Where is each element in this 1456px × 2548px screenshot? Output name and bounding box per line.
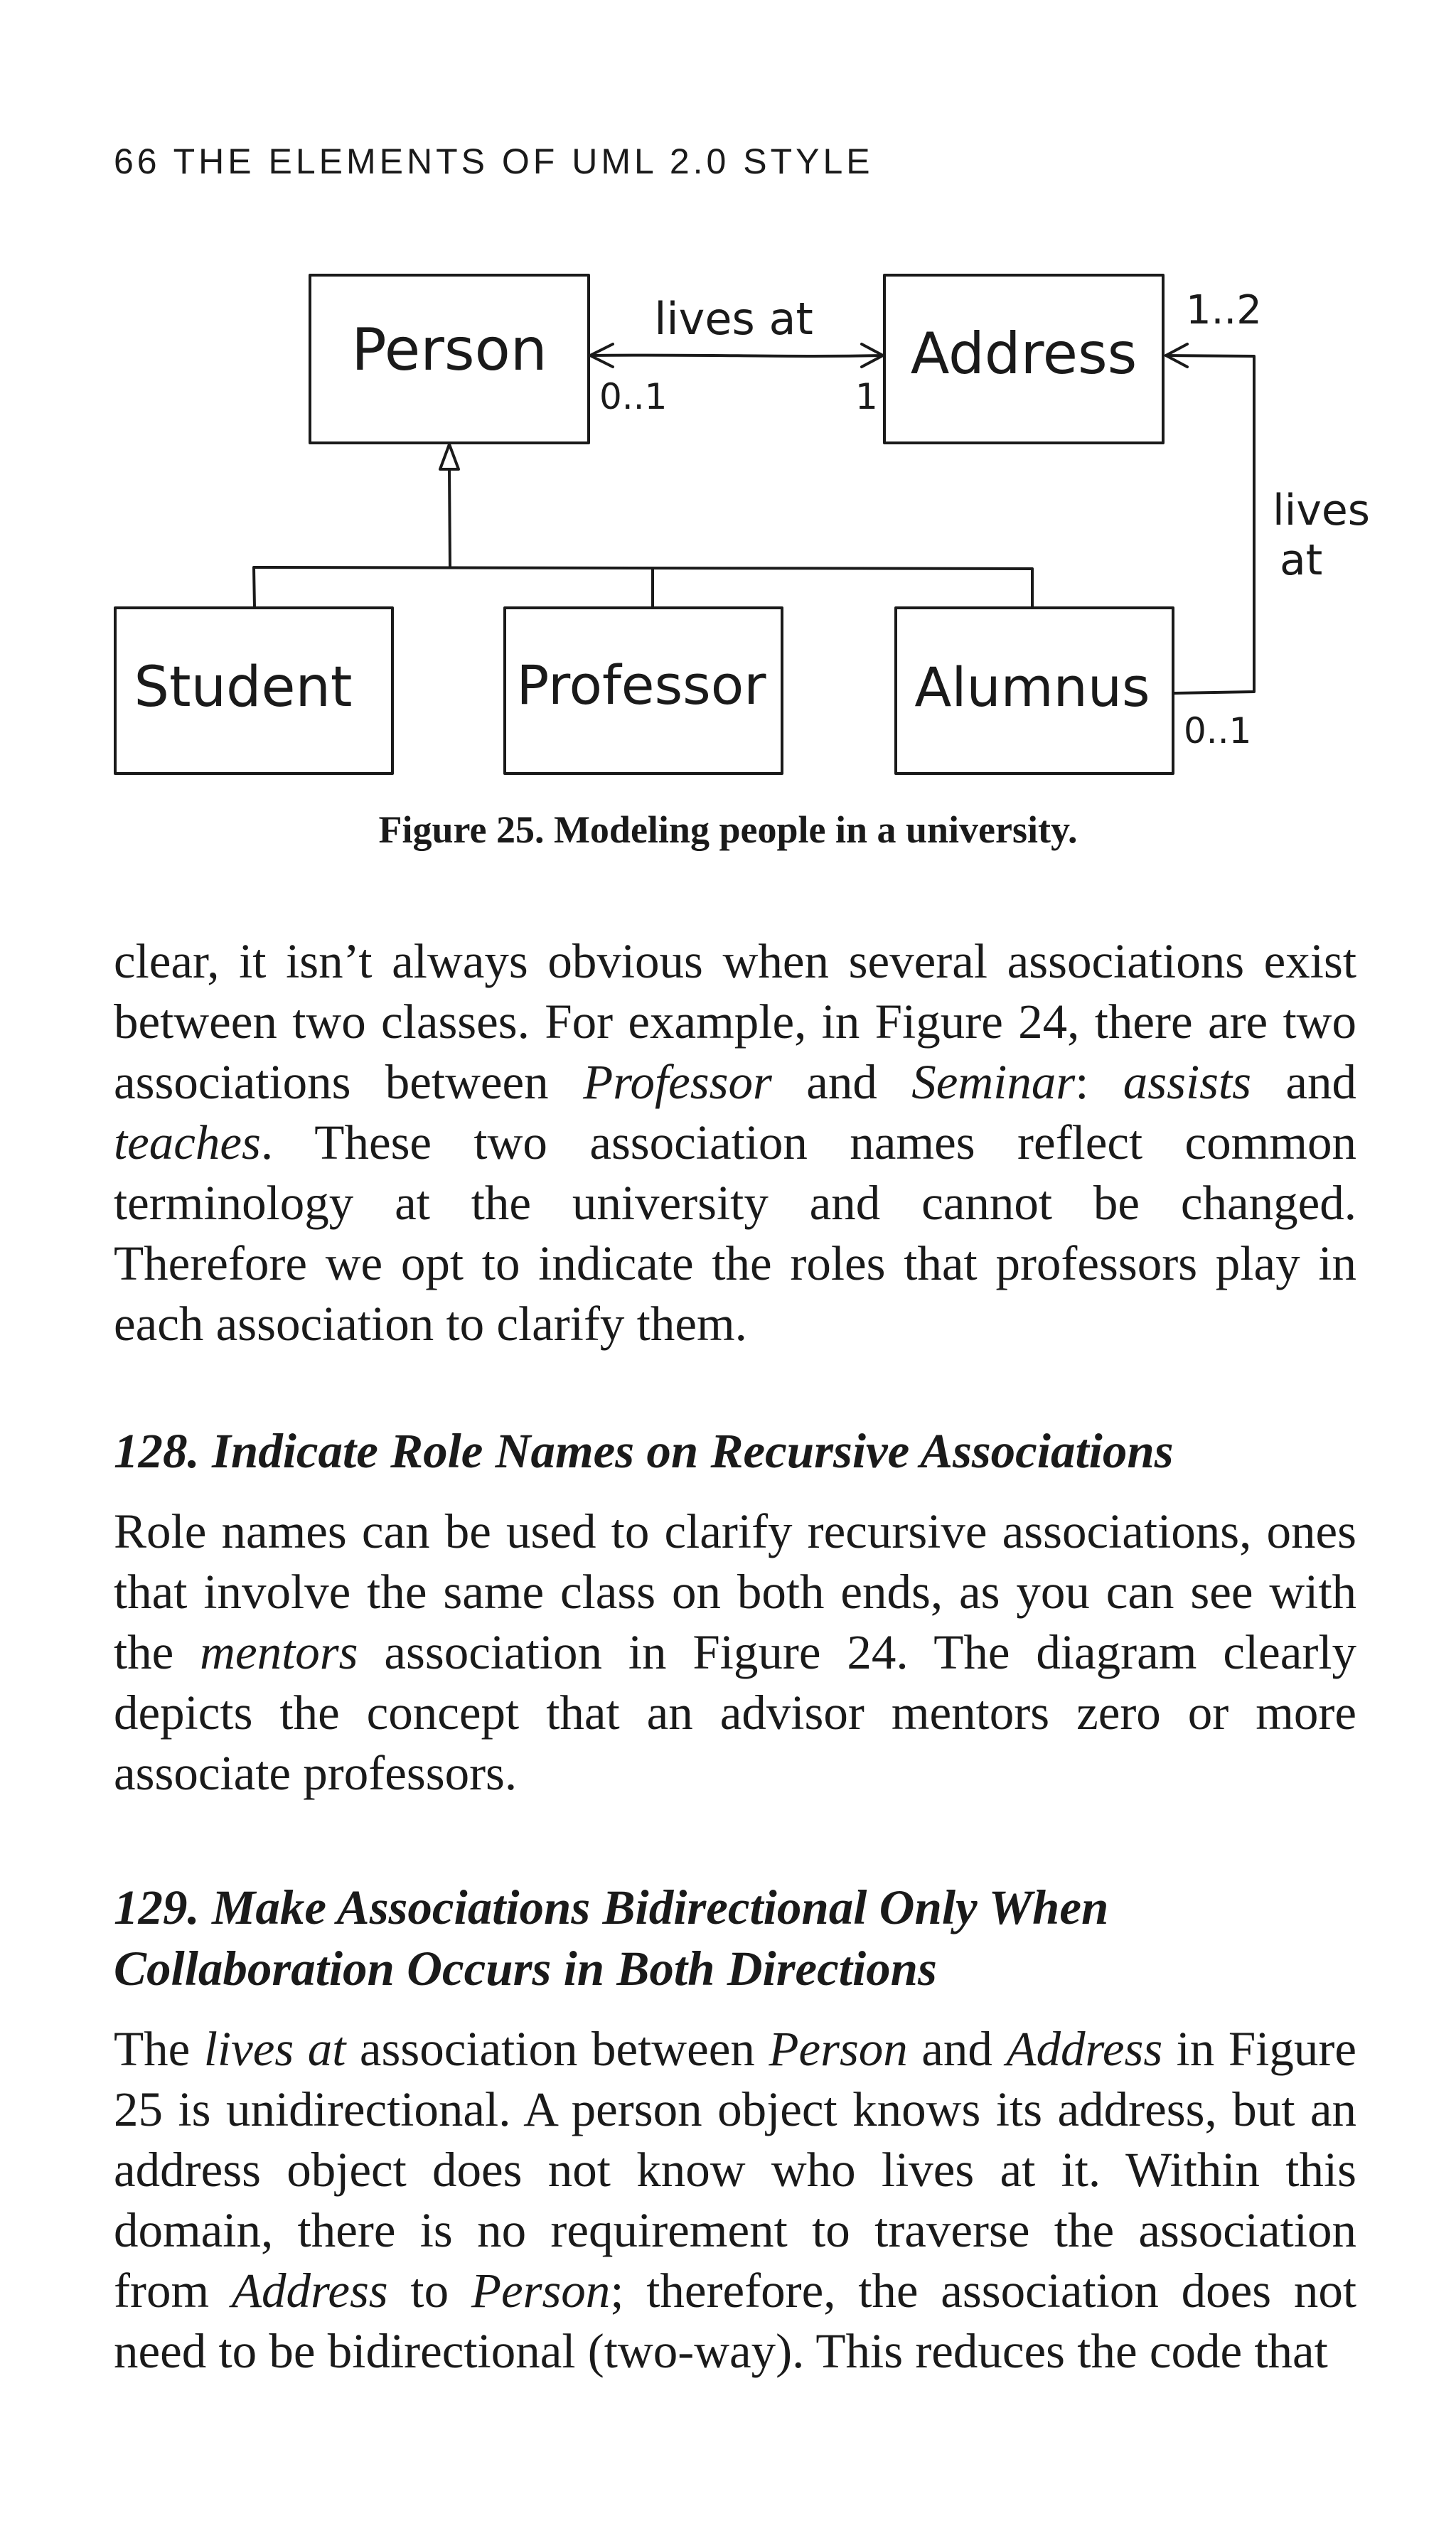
section-129	[114, 1877, 1356, 1999]
generalization-triangle	[440, 444, 459, 469]
uml-diagram-svg	[0, 235, 1456, 818]
running-head: 66 THE ELEMENTS OF UML 2.0 STYLE	[114, 141, 874, 181]
alumnus-lives-label: lives	[1273, 486, 1371, 535]
section-129-heading: 129. Make Associations Bidirectional Only When Collaboration Occurs in Both Directions	[114, 1880, 1109, 1996]
generalization-branch	[254, 567, 1032, 608]
professor-class-name: Professor	[516, 653, 766, 717]
section-128	[114, 1420, 1356, 1482]
intro-paragraph: clear, it isn’t always obvious when several associations exist between two classes. For example, in Figure 24, there are two associations between Professor and Seminar: assists and teaches. These two association names reflect common terminology at the university and cannot be changed. Therefore we opt to indicate the roles that professors play in each association to clarify them.	[114, 934, 1356, 1351]
alumnus-address-association-line	[1166, 355, 1254, 693]
alumnus-at-label: at	[1280, 535, 1323, 585]
student-class-name: Student	[134, 655, 353, 719]
section-129-paragraph: The lives at association between Person and Address in Figure 25 is unidirectional. A person object knows its address, but an address object does not know who lives at it. Within this domain, there is no requirement to traverse the association from Address to Person; therefore, the association does not need to be bidirectional (two-way). This reduces the code that	[114, 2022, 1356, 2378]
alumnus-class-name: Alumnus	[914, 655, 1150, 719]
figure-uml-class-diagram	[0, 235, 1456, 818]
person-address-association-line	[590, 355, 883, 356]
lives-at-label: lives at	[654, 293, 813, 345]
address-top-multiplicity: 1..2	[1186, 287, 1262, 333]
generalization-trunk	[449, 469, 450, 567]
person-multiplicity: 0..1	[599, 376, 668, 417]
alumnus-multiplicity: 0..1	[1184, 710, 1252, 751]
section-128-paragraph: Role names can be used to clarify recursive associations, ones that involve the same class on both ends, as you can see with the mentors association in Figure 24. The diagram clearly depicts the concept that an advisor mentors zero or more associate professors.	[114, 1504, 1357, 1800]
figure-caption: Figure 25. Modeling people in a university.	[378, 808, 1078, 851]
section-128-heading: 128. Indicate Role Names on Recursive Associations	[114, 1424, 1174, 1478]
intro-paragraph-block	[114, 931, 1356, 1354]
address-multiplicity: 1	[855, 376, 878, 417]
person-class-name: Person	[351, 316, 547, 384]
address-class-name: Address	[910, 321, 1138, 387]
section-128-body-block	[114, 1502, 1356, 1804]
section-129-body-block	[114, 2019, 1356, 2382]
